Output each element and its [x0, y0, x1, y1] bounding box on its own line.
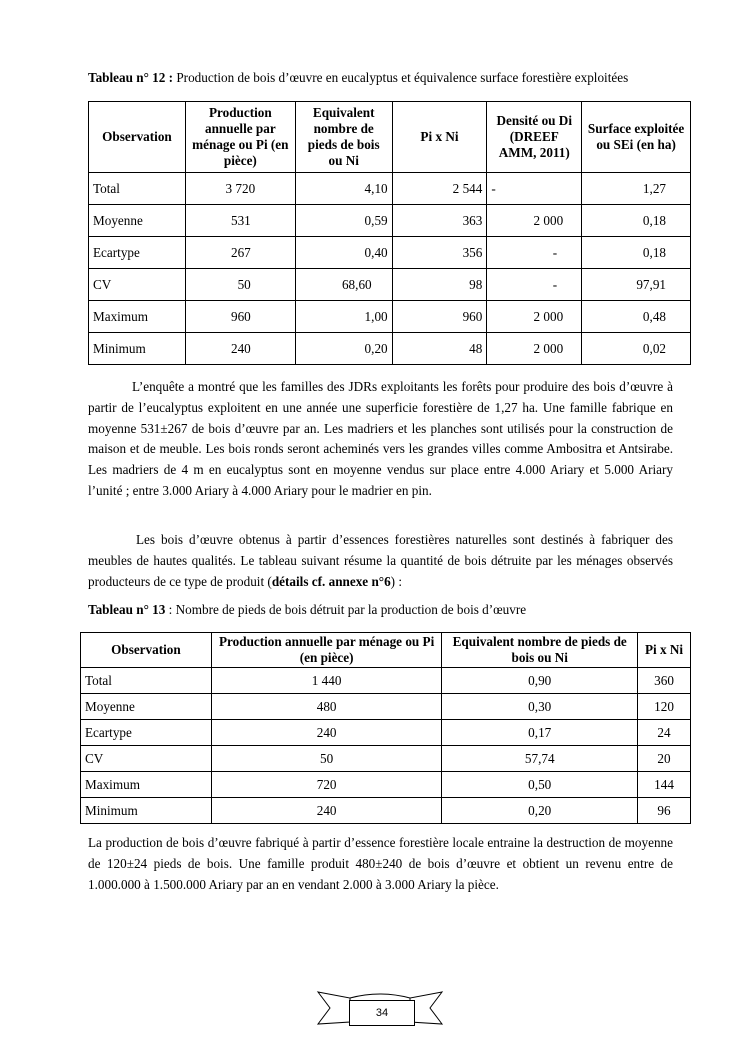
table-cell: CV: [89, 269, 186, 301]
table-cell: 0,40: [295, 237, 392, 269]
table-cell: 57,74: [442, 746, 638, 772]
table-cell: 363: [392, 205, 487, 237]
table-cell: 960: [392, 301, 487, 333]
header-pixni: Pi x Ni: [392, 102, 487, 173]
table-row: [81, 798, 691, 824]
table-cell: 480: [211, 694, 442, 720]
table-cell: 1,27: [582, 173, 691, 205]
table-cell: 0,90: [442, 668, 638, 694]
table-cell: 50: [185, 269, 295, 301]
header-equivalent: Equivalent nombre de pieds de bois ou Ni: [442, 633, 638, 668]
table-cell: 356: [392, 237, 487, 269]
table-cell: 240: [211, 720, 442, 746]
table-cell: 0,20: [295, 333, 392, 365]
paragraph-enquete: L’enquête a montré que les familles des JDRs exploitants les forêts pour produire des bois d’œuvre à partir de l’eucalyptus exploitent en une année une superficie forestière de 1,27 ha. Une famille fabrique en moyenne 531±267 de bois d’œuvre par an. Les madriers et les planches sont utilisés pour la construction de maison et de meuble. Les bois ronds seront acheminés vers les grandes villes comme Ambositra et Antsirabe. Les madriers de 4 m en eucalyptus sont en moyenne vendus sur place entre 4.000 Ariary et 5.000 Ariary l’unité ; entre 3.000 Ariary à 4.000 Ariary pour le madrier en pin.: [88, 379, 673, 498]
table-row: [89, 333, 691, 365]
paragraph-bois-naturels: [88, 530, 673, 592]
table-cell: 144: [638, 772, 691, 798]
table-row: [89, 205, 691, 237]
table-cell: 2 000: [487, 333, 582, 365]
table-13: [80, 632, 691, 824]
table-row: [81, 694, 691, 720]
table12-caption-label: Tableau n° 12 :: [88, 70, 174, 85]
table-cell: 68,60: [295, 269, 392, 301]
paragraph-bois-naturels-text: Les bois d’œuvre obtenus à partir d’essences forestières naturelles sont destinés à fabriquer des meubles de hautes qualités. Le tableau suivant résume la quantité de bois détruite par les ménages observés producteurs de ce type de produit (: [88, 532, 673, 589]
table-cell: Total: [81, 668, 212, 694]
page-number: 34: [349, 1000, 415, 1026]
table-cell: 0,59: [295, 205, 392, 237]
table12-caption-text: Production de bois d’œuvre en eucalyptus et équivalence surface forestière exploitées: [173, 70, 629, 85]
table-cell: 24: [638, 720, 691, 746]
table-cell: 531: [185, 205, 295, 237]
table13-caption-label: Tableau n° 13: [88, 602, 166, 617]
table-cell: 48: [392, 333, 487, 365]
table-cell: 240: [211, 798, 442, 824]
table-cell: 2 544: [392, 173, 487, 205]
table-cell: Maximum: [81, 772, 212, 798]
table-cell: 96: [638, 798, 691, 824]
table-cell: 0,20: [442, 798, 638, 824]
table-cell: Maximum: [89, 301, 186, 333]
table-cell: 20: [638, 746, 691, 772]
table-cell: 98: [392, 269, 487, 301]
header-production: Production annuelle par ménage ou Pi (en pièce): [185, 102, 295, 173]
table-cell: -: [487, 237, 582, 269]
table-cell: 3 720: [185, 173, 295, 205]
header-pixni: Pi x Ni: [638, 633, 691, 668]
header-observation: Observation: [89, 102, 186, 173]
table12-caption: [88, 70, 718, 86]
table-cell: 0,50: [442, 772, 638, 798]
table-cell: 720: [211, 772, 442, 798]
table-row: [89, 269, 691, 301]
table-cell: Minimum: [81, 798, 212, 824]
header-densite: Densité ou Di (DREEF AMM, 2011): [487, 102, 582, 173]
table13-caption-text: : Nombre de pieds de bois détruit par la production de bois d’œuvre: [165, 602, 527, 617]
table-cell: Minimum: [89, 333, 186, 365]
table-cell: Moyenne: [89, 205, 186, 237]
table-cell: Total: [89, 173, 186, 205]
table-12: [88, 101, 691, 365]
table-cell: 0,18: [582, 205, 691, 237]
table-cell: 50: [211, 746, 442, 772]
table-cell: 0,30: [442, 694, 638, 720]
table-row: [81, 772, 691, 798]
table-cell: Ecartype: [89, 237, 186, 269]
table-cell: Ecartype: [81, 720, 212, 746]
table-cell: 960: [185, 301, 295, 333]
header-observation: Observation: [81, 633, 212, 668]
table-cell: 120: [638, 694, 691, 720]
table-cell: 2 000: [487, 205, 582, 237]
table-cell: 97,91: [582, 269, 691, 301]
table-cell: 1 440: [211, 668, 442, 694]
table-cell: CV: [81, 746, 212, 772]
table-row: [89, 173, 691, 205]
table-cell: 1,00: [295, 301, 392, 333]
header-surface: Surface exploitée ou SEi (en ha): [582, 102, 691, 173]
table-cell: Moyenne: [81, 694, 212, 720]
table-cell: 0,18: [582, 237, 691, 269]
paragraph-production-locale: La production de bois d’œuvre fabriqué à partir d’essence forestière locale entraine la destruction de moyenne de 120±24 pieds de bois. Une famille produit 480±240 de bois d’œuvre et obtient un revenu entre de 1.000.000 à 1.500.000 Ariary par an en vendant 2.000 à 3.000 Ariary la pièce.: [88, 835, 673, 892]
table-row: [81, 720, 691, 746]
table-row: [81, 746, 691, 772]
table-header-row: [89, 102, 691, 173]
table-cell: 240: [185, 333, 295, 365]
table-cell: 0,48: [582, 301, 691, 333]
table-cell: -: [487, 269, 582, 301]
header-equivalent: Equivalent nombre de pieds de bois ou Ni: [295, 102, 392, 173]
table-row: [89, 301, 691, 333]
table-row: [89, 237, 691, 269]
annex-reference: détails cf. annexe n°6: [271, 573, 391, 589]
table-cell: 0,17: [442, 720, 638, 746]
table-cell: 0,02: [582, 333, 691, 365]
table-cell: -: [487, 173, 582, 205]
header-production: Production annuelle par ménage ou Pi (en pièce): [211, 633, 442, 668]
table-cell: 4,10: [295, 173, 392, 205]
table-cell: 2 000: [487, 301, 582, 333]
table-cell: 360: [638, 668, 691, 694]
paragraph-bois-naturels-end: ) :: [390, 573, 403, 589]
table-row: [81, 668, 691, 694]
table-cell: 267: [185, 237, 295, 269]
table13-caption: [88, 602, 718, 618]
table-header-row: [81, 633, 691, 668]
